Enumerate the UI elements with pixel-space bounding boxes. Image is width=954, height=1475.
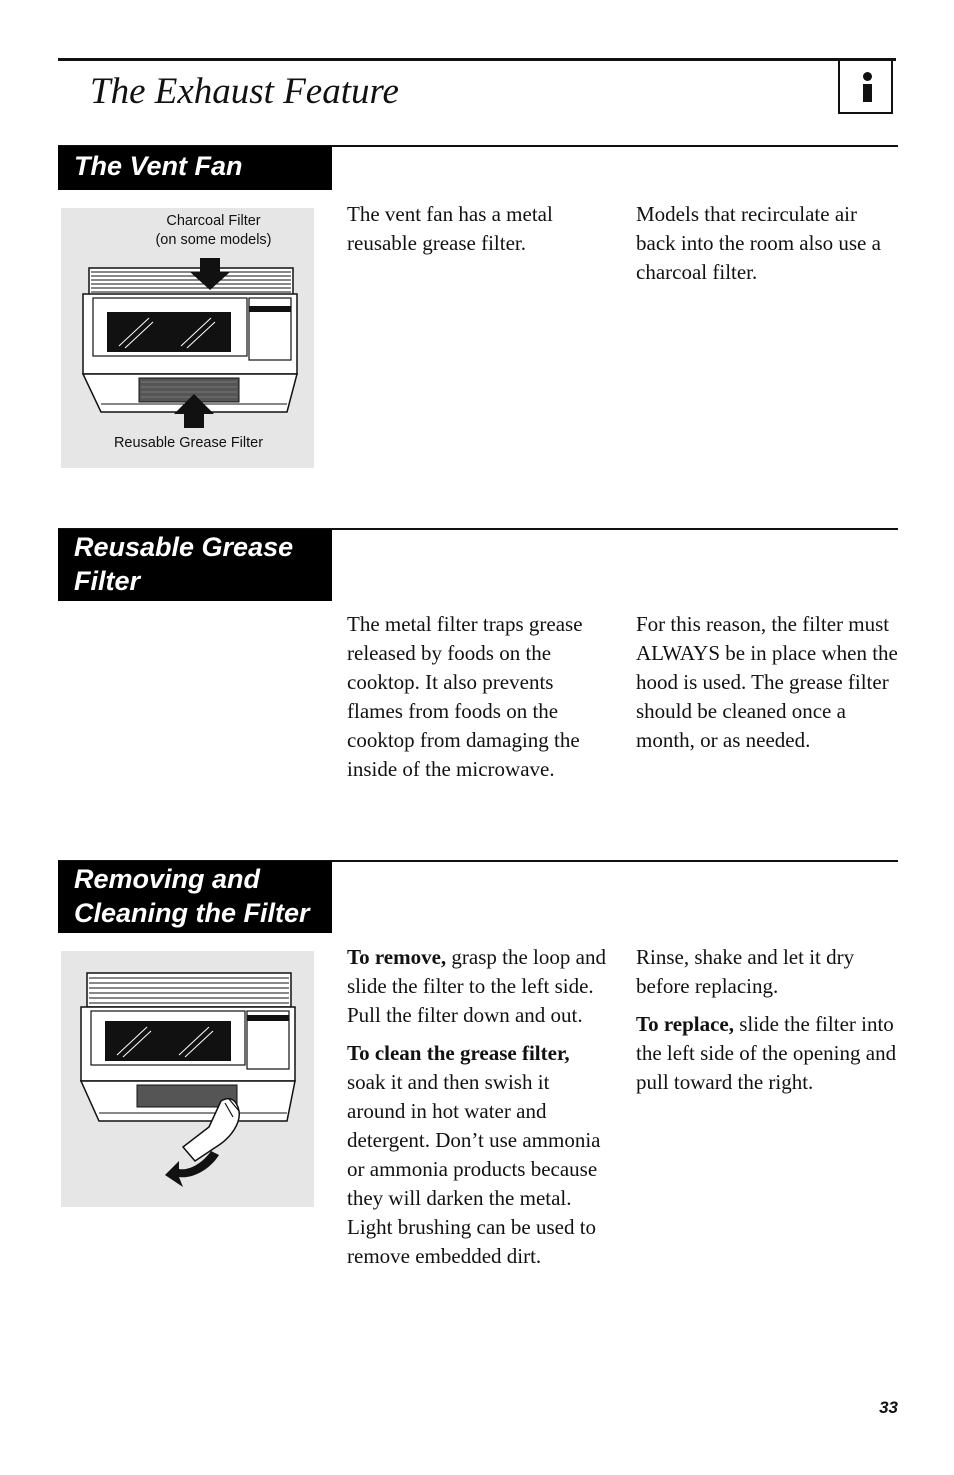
filter-removal-diagram	[61, 951, 314, 1207]
microwave-filters-illustration	[61, 208, 314, 468]
section-heading-removing-cleaning: Removing and Cleaning the Filter	[58, 861, 332, 933]
info-icon	[838, 58, 893, 114]
vent-fan-text-col1: The vent fan has a metal reusable grease filter.	[347, 202, 553, 255]
charcoal-filter-label: Charcoal Filter (on some models)	[155, 213, 272, 248]
removing-text-col2: Rinse, shake and let it dry before replacing. To replace, slide the filter into the left side of the opening and pull toward the right.	[636, 945, 897, 1094]
grease-filter-text-col1: The metal filter traps grease released by foods on the cooktop. It also prevents flames from foods on the cooktop from damaging the inside of the microwave.	[347, 612, 583, 781]
grease-filter-text-col2: For this reason, the filter must ALWAYS be in place when the hood is used. The grease filter should be cleaned once a month, or as needed.	[636, 612, 898, 752]
page-number: 33	[879, 1398, 898, 1417]
top-rule	[58, 58, 896, 61]
section-heading-grease-filter: Reusable Grease Filter	[58, 529, 332, 601]
vent-fan-diagram	[61, 208, 314, 468]
section-heading-vent-fan: The Vent Fan	[58, 146, 332, 190]
filter-removal-illustration	[61, 951, 314, 1207]
vent-fan-text-col2: Models that recirculate air back into the room also use a charcoal filter.	[636, 202, 881, 284]
page-title: The Exhaust Feature	[90, 71, 399, 112]
grease-filter-label: Reusable Grease Filter	[113, 435, 264, 451]
removing-text-col1: To remove, grasp the loop and slide the filter to the left side. Pull the filter down and out. To clean the grease filter, soak it and then swish it around in hot water and detergent. Don’t use ammonia or ammonia products because they will darken the metal. Light brushing can be used to remove embedded dirt.	[347, 945, 606, 1268]
